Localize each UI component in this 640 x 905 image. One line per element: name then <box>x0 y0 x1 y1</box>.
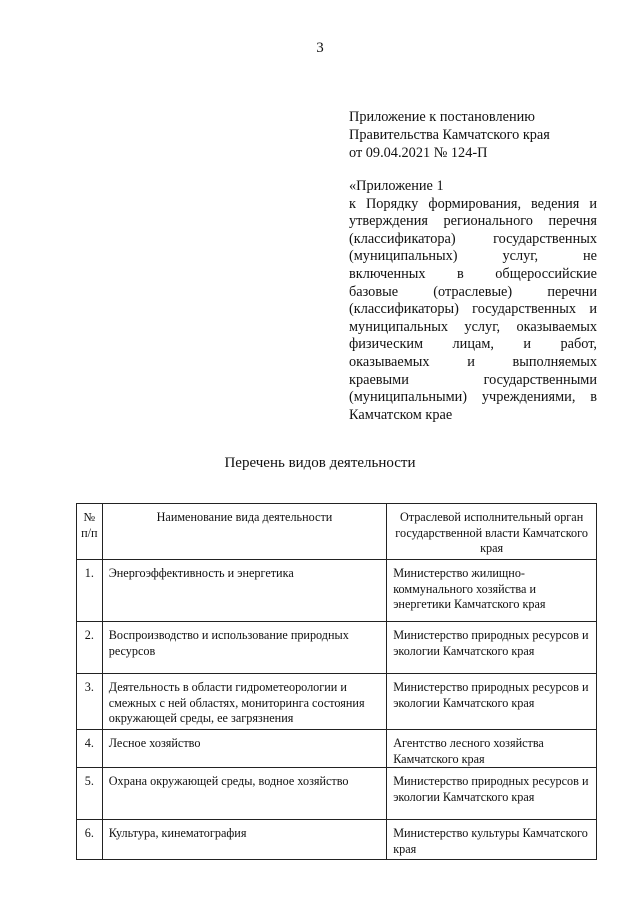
row-name: Воспроизводство и использование природных ресурсов <box>102 622 386 674</box>
table-row <box>77 560 597 622</box>
appendix-line: к Порядку формирования, ведения и <box>349 195 597 212</box>
appendix-line: физическим лицам, и работ, <box>349 336 597 353</box>
row-org: Агентство лесного хозяйства Камчатского края <box>387 730 597 768</box>
appendix-line: (муниципальных) услуг, не <box>349 248 597 265</box>
row-name: Лесное хозяйство <box>102 730 386 768</box>
approval-line: Правительства Камчатского края <box>349 127 550 143</box>
appendix-line: оказываемых и выполняемых <box>349 353 597 370</box>
appendix-line: утверждения регионального перечня <box>349 213 597 230</box>
row-num: 3. <box>77 674 103 730</box>
table-row <box>77 674 597 730</box>
row-org: Министерство природных ресурсов и экологии Камчатского края <box>387 768 597 820</box>
approval-line: от 09.04.2021 № 124-П <box>349 145 488 161</box>
appendix-line: Камчатском крае <box>349 406 453 423</box>
row-org: Министерство культуры Камчатского края <box>387 820 597 860</box>
row-name: Энергоэффективность и энергетика <box>102 560 386 622</box>
row-org: Министерство природных ресурсов и экологии Камчатского края <box>387 622 597 674</box>
appendix-line: краевыми государственными <box>349 371 597 388</box>
appendix-line: (муниципальными) учреждениями, в <box>349 389 597 406</box>
appendix-line: включенных в общероссийские <box>349 265 597 282</box>
appendix-block <box>349 178 597 424</box>
row-name: Культура, кинематография <box>102 820 386 860</box>
row-num: 2. <box>77 622 103 674</box>
table-header-row <box>77 504 597 560</box>
row-org: Министерство жилищно-коммунального хозяйства и энергетики Камчатского края <box>387 560 597 622</box>
table-row <box>77 768 597 820</box>
row-org: Министерство природных ресурсов и экологии Камчатского края <box>387 674 597 730</box>
list-title: Перечень видов деятельности <box>224 455 416 471</box>
table-row <box>77 730 597 768</box>
appendix-line: муниципальных услуг, оказываемых <box>349 318 597 335</box>
row-num: 1. <box>77 560 103 622</box>
activities-table <box>76 503 597 860</box>
appendix-line: «Приложение 1 <box>349 178 444 194</box>
appendix-line: (классификатора) государственных <box>349 230 597 247</box>
row-num: 6. <box>77 820 103 860</box>
appendix-line: базовые (отраслевые) перечни <box>349 283 597 300</box>
header-org: Отраслевой исполнительный орган государственной власти Камчатского края <box>387 504 597 560</box>
approval-block <box>349 108 597 162</box>
table-row <box>77 622 597 674</box>
header-num: № п/п <box>77 504 103 560</box>
row-name: Деятельность в области гидрометеорологии и смежных с ней областях, мониторинга состояния окружающей среды, ее загрязнения <box>102 674 386 730</box>
row-num: 4. <box>77 730 103 768</box>
appendix-line: (классификаторы) государственных и <box>349 301 597 318</box>
header-name: Наименование вида деятельности <box>102 504 386 560</box>
table-row <box>77 820 597 860</box>
row-name: Охрана окружающей среды, водное хозяйство <box>102 768 386 820</box>
approval-line: Приложение к постановлению <box>349 109 535 125</box>
row-num: 5. <box>77 768 103 820</box>
page-number: 3 <box>316 40 324 56</box>
